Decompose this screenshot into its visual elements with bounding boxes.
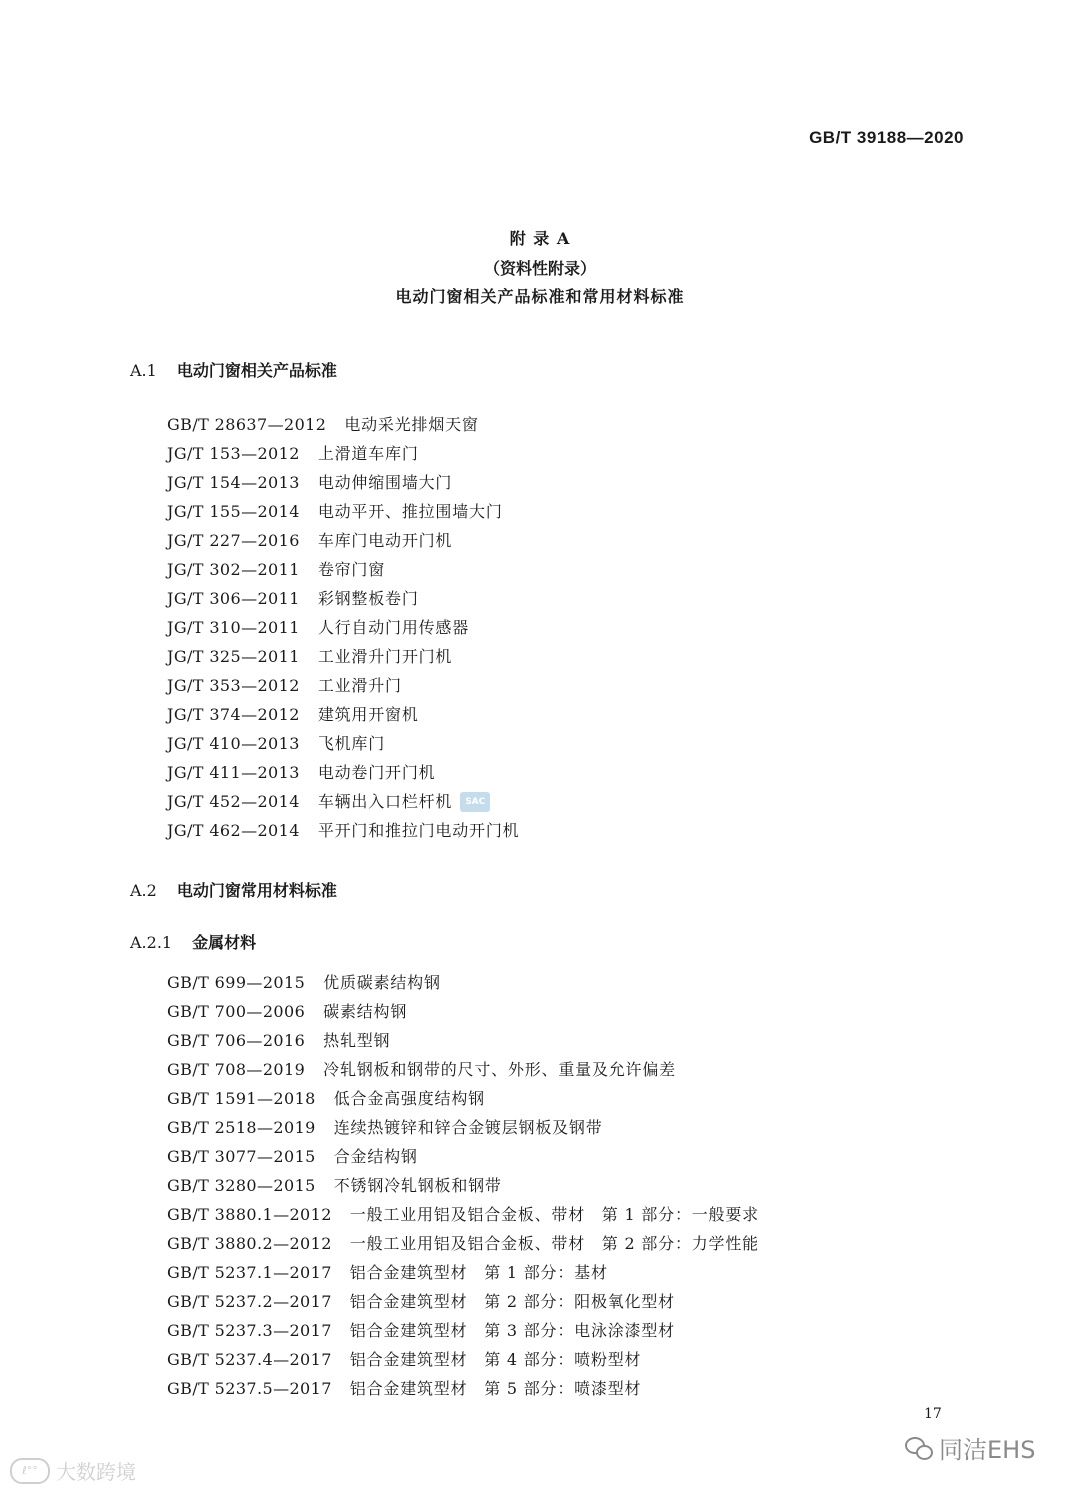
standard-code-ref: JG/T 310—2011 bbox=[167, 618, 300, 637]
standard-title: 车辆出入口栏杆机 bbox=[317, 792, 453, 811]
standard-code-ref: JG/T 306—2011 bbox=[167, 589, 300, 608]
list-item bbox=[167, 729, 519, 758]
list-item bbox=[167, 584, 519, 613]
list-item bbox=[167, 642, 519, 671]
standard-title: 铝合金建筑型材 第 5 部分：喷漆型材 bbox=[349, 1379, 642, 1398]
standard-title: 碳素结构钢 bbox=[323, 1002, 408, 1021]
standard-code-ref: GB/T 2518—2019 bbox=[167, 1118, 316, 1137]
standard-code-ref: GB/T 706—2016 bbox=[167, 1031, 306, 1050]
standard-title: 电动卷门开门机 bbox=[317, 763, 436, 782]
list-item bbox=[167, 526, 519, 555]
standard-code-ref: JG/T 452—2014 bbox=[167, 792, 300, 811]
standard-title: 工业滑升门开门机 bbox=[317, 647, 453, 666]
standard-code-ref: GB/T 5237.3—2017 bbox=[167, 1321, 332, 1340]
standard-title: 人行自动门用传感器 bbox=[317, 618, 470, 637]
list-item bbox=[167, 1316, 759, 1345]
standard-title: 电动伸缩围墙大门 bbox=[317, 473, 453, 492]
watermark-right-text: 同洁EHS bbox=[939, 1436, 1036, 1464]
standard-code-ref: JG/T 302—2011 bbox=[167, 560, 300, 579]
sac-watermark-icon: SAC bbox=[460, 792, 490, 812]
list-item bbox=[167, 816, 519, 845]
standard-code-ref: GB/T 5237.5—2017 bbox=[167, 1379, 332, 1398]
section-number: A.2 bbox=[130, 881, 157, 900]
standards-list-a21 bbox=[167, 968, 759, 1403]
standard-title: 飞机库门 bbox=[317, 734, 386, 753]
standard-code-ref: GB/T 28637—2012 bbox=[167, 415, 327, 434]
section-a21-heading bbox=[130, 930, 256, 953]
list-item bbox=[167, 1258, 759, 1287]
list-item bbox=[167, 997, 759, 1026]
annex-title: 附 录 A bbox=[509, 229, 571, 248]
list-item bbox=[167, 1055, 759, 1084]
list-item bbox=[167, 497, 519, 526]
list-item bbox=[167, 700, 519, 729]
list-item bbox=[167, 555, 519, 584]
standard-code-ref: JG/T 353—2012 bbox=[167, 676, 300, 695]
standard-code-ref: GB/T 3280—2015 bbox=[167, 1176, 316, 1195]
list-item bbox=[167, 1374, 759, 1403]
standard-code: GB/T 39188—2020 bbox=[809, 128, 964, 147]
list-item bbox=[167, 1287, 759, 1316]
watermark-left bbox=[10, 1456, 136, 1485]
standard-title: 彩钢整板卷门 bbox=[317, 589, 419, 608]
standard-code-ref: JG/T 227—2016 bbox=[167, 531, 300, 550]
standard-code-ref: GB/T 3880.2—2012 bbox=[167, 1234, 332, 1253]
list-item bbox=[167, 1113, 759, 1142]
standard-title: 车库门电动开门机 bbox=[317, 531, 453, 550]
standard-title: 铝合金建筑型材 第 3 部分：电泳涂漆型材 bbox=[349, 1321, 675, 1340]
standard-title: 铝合金建筑型材 第 2 部分：阳极氧化型材 bbox=[349, 1292, 675, 1311]
list-item bbox=[167, 787, 519, 816]
standard-code-ref: JG/T 462—2014 bbox=[167, 821, 300, 840]
standard-title: 连续热镀锌和锌合金镀层钢板及钢带 bbox=[333, 1118, 603, 1137]
standard-title: 平开门和推拉门电动开门机 bbox=[317, 821, 520, 840]
annex-subject: 电动门窗相关产品标准和常用材料标准 bbox=[395, 287, 685, 306]
watermark-right bbox=[905, 1430, 1035, 1465]
list-item bbox=[167, 1229, 759, 1258]
standards-list-a1 bbox=[167, 410, 519, 845]
list-item bbox=[167, 671, 519, 700]
list-item bbox=[167, 410, 519, 439]
standard-title: 冷轧钢板和钢带的尺寸、外形、重量及允许偏差 bbox=[323, 1060, 676, 1079]
standard-title: 低合金高强度结构钢 bbox=[333, 1089, 485, 1108]
standard-title: 工业滑升门 bbox=[317, 676, 402, 695]
standard-title: 热轧型钢 bbox=[323, 1031, 391, 1050]
standard-code-ref: GB/T 3077—2015 bbox=[167, 1147, 316, 1166]
standard-code-ref: GB/T 699—2015 bbox=[167, 973, 306, 992]
standard-code-ref: JG/T 374—2012 bbox=[167, 705, 300, 724]
list-item bbox=[167, 613, 519, 642]
watermark-logo-icon: ℓ°° bbox=[10, 1458, 50, 1484]
page-number: 17 bbox=[924, 1406, 942, 1422]
standard-code-ref: JG/T 411—2013 bbox=[167, 763, 300, 782]
section-a1-heading bbox=[130, 358, 337, 381]
list-item bbox=[167, 1142, 759, 1171]
standard-code-ref: GB/T 708—2019 bbox=[167, 1060, 306, 1079]
standard-title: 一般工业用铝及铝合金板、带材 第 1 部分：一般要求 bbox=[349, 1205, 759, 1224]
standard-code-ref: GB/T 5237.1—2017 bbox=[167, 1263, 332, 1282]
section-number: A.2.1 bbox=[130, 933, 173, 952]
standard-code-ref: JG/T 155—2014 bbox=[167, 502, 300, 521]
standard-code-ref: GB/T 5237.4—2017 bbox=[167, 1350, 332, 1369]
annex-nature: （资料性附录） bbox=[483, 259, 596, 278]
standard-code-ref: GB/T 700—2006 bbox=[167, 1002, 306, 1021]
standard-code-ref: GB/T 3880.1—2012 bbox=[167, 1205, 332, 1224]
list-item bbox=[167, 1171, 759, 1200]
standard-title: 建筑用开窗机 bbox=[317, 705, 419, 724]
list-item bbox=[167, 1345, 759, 1374]
section-a2-heading bbox=[130, 878, 337, 901]
standard-code-ref: GB/T 1591—2018 bbox=[167, 1089, 316, 1108]
standard-title: 电动采光排烟天窗 bbox=[344, 415, 479, 434]
standard-code-ref: JG/T 153—2012 bbox=[167, 444, 300, 463]
section-title: 电动门窗常用材料标准 bbox=[176, 881, 337, 900]
list-item bbox=[167, 468, 519, 497]
section-title: 电动门窗相关产品标准 bbox=[176, 361, 337, 380]
list-item bbox=[167, 1200, 759, 1229]
standard-title: 优质碳素结构钢 bbox=[323, 973, 441, 992]
wechat-icon bbox=[905, 1437, 933, 1459]
standard-title: 铝合金建筑型材 第 4 部分：喷粉型材 bbox=[349, 1350, 642, 1369]
standard-title: 一般工业用铝及铝合金板、带材 第 2 部分：力学性能 bbox=[349, 1234, 759, 1253]
section-number: A.1 bbox=[130, 361, 157, 380]
standard-title: 合金结构钢 bbox=[333, 1147, 418, 1166]
list-item bbox=[167, 968, 759, 997]
section-title: 金属材料 bbox=[192, 933, 257, 952]
standard-title: 卷帘门窗 bbox=[317, 560, 386, 579]
standard-title: 铝合金建筑型材 第 1 部分：基材 bbox=[349, 1263, 608, 1282]
standard-title: 不锈钢冷轧钢板和钢带 bbox=[333, 1176, 502, 1195]
standard-code-ref: JG/T 154—2013 bbox=[167, 473, 300, 492]
standard-title: 上滑道车库门 bbox=[317, 444, 419, 463]
watermark-left-text: 大数跨境 bbox=[56, 1460, 136, 1484]
list-item bbox=[167, 1084, 759, 1113]
standard-code-ref: JG/T 325—2011 bbox=[167, 647, 300, 666]
list-item bbox=[167, 758, 519, 787]
list-item bbox=[167, 439, 519, 468]
standard-code-ref: JG/T 410—2013 bbox=[167, 734, 300, 753]
list-item bbox=[167, 1026, 759, 1055]
standard-title: 电动平开、推拉围墙大门 bbox=[317, 502, 503, 521]
standard-code-ref: GB/T 5237.2—2017 bbox=[167, 1292, 332, 1311]
